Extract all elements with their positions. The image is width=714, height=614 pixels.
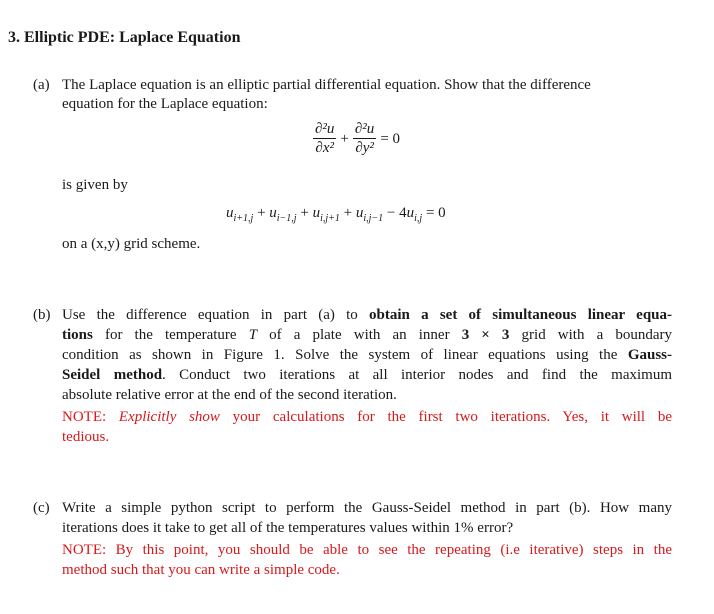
part-c-text <box>62 498 672 580</box>
equals-zero: = 0 <box>380 130 401 147</box>
problem-title: Elliptic PDE: Laplace Equation <box>24 29 241 46</box>
part-b-l3-text: condition as shown in Figure 1. Solve the system of linear equations using the <box>62 347 628 363</box>
part-c-note-line1: NOTE: By this point, you should be able to see the repeating (i.e iterative) steps in the <box>62 542 672 558</box>
part-b-note-italic: Explicitly show <box>118 409 220 425</box>
part-b-l2-text-c: grid with a boundary <box>509 327 672 343</box>
part-b-line4 <box>62 365 672 385</box>
part-b-line3 <box>62 345 672 365</box>
part-b-l2-bold: tions <box>62 327 93 343</box>
part-c-note-line2: method such that you can write a simple code. <box>62 562 340 578</box>
part-b-note-prefix: NOTE: <box>62 409 119 425</box>
part-a-line2: equation for the Laplace equation: <box>62 96 268 112</box>
grid-size: 3 × 3 <box>461 327 510 343</box>
part-b-l2-text-a: for the temperature <box>92 327 249 343</box>
fraction-d2u-dx2 <box>313 120 336 157</box>
part-b-line2 <box>62 325 672 345</box>
part-b-line1 <box>62 305 672 325</box>
part-a-grid-text: on a (x,y) grid scheme. <box>62 236 201 252</box>
part-b-note-text: your calculations for the first two iterations. Yes, it will be <box>219 409 672 425</box>
part-b-l1-text: Use the difference equation in part (a) to <box>62 307 370 323</box>
part-b-label: (b) <box>33 307 51 323</box>
part-b-l3-bold: Gauss- <box>627 347 672 363</box>
part-b-l4-bold: Seidel method <box>62 367 163 383</box>
finite-difference-equation: $u_{i+1,j} + u_{i-1,j} + u_{i,j+1} + u_{i,j-1} - 4u_{i,j} = 0$ <box>226 205 446 224</box>
fraction-d2u-dy2 <box>353 120 376 157</box>
part-a-given-by: is given by <box>62 177 128 193</box>
part-b-l4-text: . Conduct two iterations at all interior nodes and find the maximum <box>162 367 672 383</box>
part-b-l2-text-b: of a plate with an inner <box>257 327 462 343</box>
part-b-note-line2: tedious. <box>62 429 110 445</box>
part-c-label: (c) <box>33 500 50 516</box>
frac2-numerator: ∂²u <box>354 121 375 137</box>
part-b-line5: absolute relative error at the end of the second iteration. <box>62 387 397 403</box>
part-c-line2: iterations does it take to get all of the temperatures values within 1% error? <box>62 520 514 536</box>
temperature-symbol: T <box>248 327 258 343</box>
part-b-note-line1 <box>62 407 672 427</box>
part-a-line1: The Laplace equation is an elliptic partial differential equation. Show that the difference <box>62 77 591 93</box>
plus-sign: + <box>340 130 349 147</box>
problem-heading <box>8 28 240 48</box>
frac1-denominator: ∂x² <box>315 140 334 156</box>
frac2-denominator: ∂y² <box>355 140 374 156</box>
part-b-text <box>62 305 672 447</box>
problem-number: 3. <box>8 29 20 46</box>
part-b-l1-bold: obtain a set of simultaneous linear equa- <box>369 307 673 323</box>
laplace-pde-equation <box>313 120 400 157</box>
part-a-label: (a) <box>33 77 50 93</box>
part-c-line1: Write a simple python script to perform the Gauss-Seidel method in part (b). How many <box>62 500 672 516</box>
frac1-numerator: ∂²u <box>315 121 335 137</box>
